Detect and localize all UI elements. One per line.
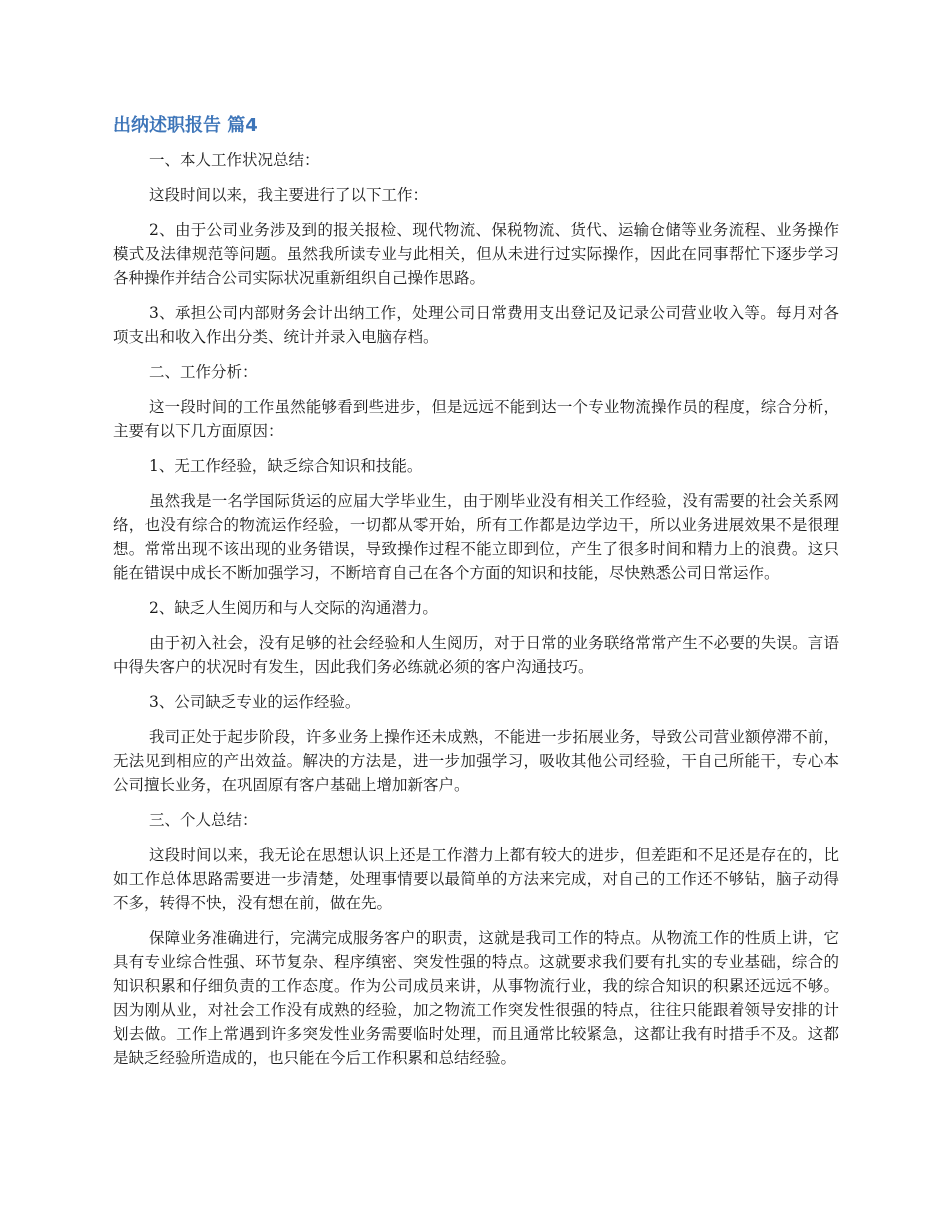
paragraph-reason-2-body: 由于初入社会，没有足够的社会经验和人生阅历，对于日常的业务联络常常产生不必要的失误。言语中得失客户的状况时有发生，因此我们务必练就必须的客户沟通技巧。	[113, 634, 839, 676]
paragraph-reason-1-body: 虽然我是一名学国际货运的应届大学毕业生，由于刚毕业没有相关工作经验，没有需要的社会关系网络，也没有综合的物流运作经验，一切都从零开始，所有工作都是边学边干，所以业务进展效果不是很理想。常常出现不该出现的业务错误，导致操作过程不能立即到位，产生了很多时间和精力上的浪费。这只能在错误中成长不断加强学习，不断培育自己在各个方面的知识和技能，尽快熟悉公司日常运作。	[113, 492, 839, 582]
paragraph-reason-2-heading: 2、缺乏人生阅历和与人交际的沟通潜力。	[149, 599, 438, 617]
paragraph-summary-1: 这段时间以来，我无论在思想认识上还是工作潜力上都有较大的进步，但差距和不足还是存在的，比如工作总体思路需要进一步清楚，处理事情要以最简单的方法来完成，对自己的工作还不够钻，脑子动得不多，转得不快，没有想在前，做在先。	[113, 846, 839, 912]
paragraph-reason-3-heading: 3、公司缺乏专业的运作经验。	[149, 693, 361, 711]
paragraph-reason-1-heading: 1、无工作经验，缺乏综合知识和技能。	[149, 457, 423, 475]
paragraph-analysis-intro: 这一段时间的工作虽然能够看到些进步，但是远远不能到达一个专业物流操作员的程度，综合分析，主要有以下几方面原因：	[113, 398, 839, 440]
paragraph-section-three-heading: 三、个人总结：	[149, 811, 258, 829]
paragraph-section-one-heading: 一、本人工作状况总结：	[149, 151, 320, 169]
paragraph-work-item-3: 3、承担公司内部财务会计出纳工作，处理公司日常费用支出登记及记录公司营业收入等。每月对各项支出和收入作出分类、统计并录入电脑存档。	[113, 304, 839, 346]
document-title: 出纳述职报告 篇4	[113, 115, 258, 136]
paragraph-summary-2: 保障业务准确进行，完满完成服务客户的职责，这就是我司工作的特点。从物流工作的性质上讲，它具有专业综合性强、环节复杂、程序缜密、突发性强的特点。这就要求我们要有扎实的专业基础，综合的知识积累和仔细负责的工作态度。作为公司成员来讲，从事物流行业，我的综合知识的积累还远远不够。因为刚从业，对社会工作没有成熟的经验，加之物流工作突发性很强的特点，往往只能跟着领导安排的计划去做。工作上常遇到许多突发性业务需要临时处理，而且通常比较紧急，这都让我有时措手不及。这都是缺乏经验所造成的，也只能在今后工作积累和总结经验。	[113, 929, 839, 1067]
paragraph-work-item-2: 2、由于公司业务涉及到的报关报检、现代物流、保税物流、货代、运输仓储等业务流程、业务操作模式及法律规范等问题。虽然我所读专业与此相关，但从未进行过实际操作，因此在同事帮忙下逐步学习各种操作并结合公司实际状况重新组织自己操作思路。	[113, 221, 839, 287]
document-page	[113, 114, 839, 1081]
paragraph-reason-3-body: 我司正处于起步阶段，许多业务上操作还未成熟，不能进一步拓展业务，导致公司营业额停滞不前，无法见到相应的产出效益。解决的方法是，进一步加强学习，吸收其他公司经验，干自己所能干，专心本公司擅长业务，在巩固原有客户基础上增加新客户。	[113, 728, 839, 794]
paragraph-intro: 这段时间以来，我主要进行了以下工作：	[149, 186, 429, 204]
paragraph-section-two-heading: 二、工作分析：	[149, 363, 258, 381]
